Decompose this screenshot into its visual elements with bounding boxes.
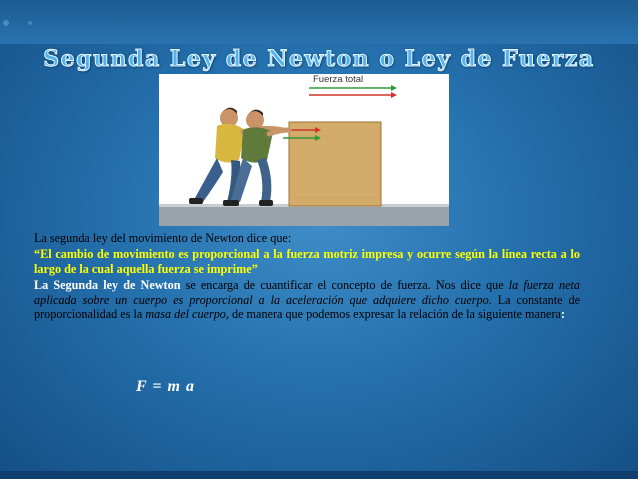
intro-text: La segunda ley del movimiento de Newton dice que: (34, 231, 292, 245)
slide-title: Segunda Ley de Newton o Ley de Fuerza (43, 46, 595, 72)
paragraph-text: . La constante de proporcionalidad es la (34, 292, 581, 322)
colon: : (560, 307, 565, 322)
newton-illustration (159, 74, 449, 226)
italic-definition: la fuerza neta aplicada sobre un cuerpo es proporcional a la aceleración que adquiere dicho cuerpo (34, 278, 580, 307)
box (289, 122, 381, 206)
force-label: Fuerza total (313, 74, 364, 85)
formula: F = m a (136, 378, 195, 395)
italic-mass: masa del cuerpo (145, 307, 226, 322)
floor (159, 206, 449, 226)
paragraph-text: , de manera que podemos expresar la relación de la siguiente manera (225, 307, 561, 322)
newton-quote: “El cambio de movimiento es proporcional a la fuerza motriz impresa y ocurre según la línea recta a lo largo de la cual aquella fuerza se imprime” (34, 247, 580, 276)
pushing-box-image (159, 74, 449, 226)
explanation-paragraph (34, 278, 580, 321)
bold-lead: La Segunda ley de Newton (34, 278, 181, 293)
decorative-dots (0, 16, 638, 30)
paragraph-text: se encarga de cuantificar el concepto de fuerza. Nos dice que (180, 278, 509, 293)
footer-strip (0, 471, 638, 479)
slide-body (34, 231, 580, 321)
